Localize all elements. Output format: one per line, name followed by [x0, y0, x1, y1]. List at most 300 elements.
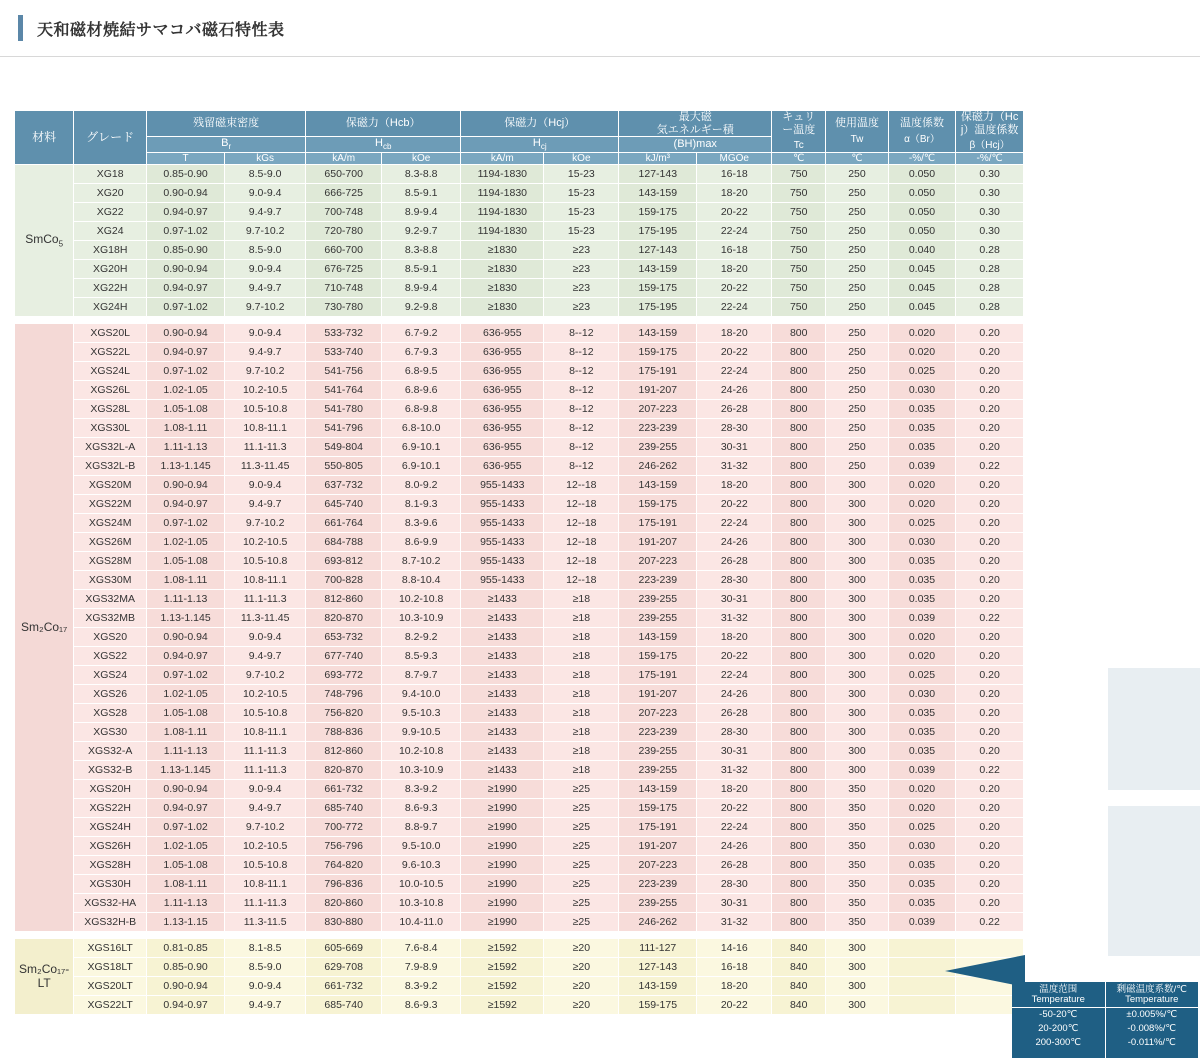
cell-value: 12--18: [544, 571, 619, 590]
cell-value: 239-255: [619, 742, 697, 761]
cell-value: 533-740: [306, 343, 382, 362]
cell-value: 300: [826, 685, 888, 704]
cell-value: 20-22: [697, 647, 772, 666]
cell-value: 0.035: [888, 552, 956, 571]
cell-value: 800: [772, 704, 826, 723]
cell-value: 8.1-8.5: [225, 939, 306, 958]
cell-value: 1.08-1.11: [147, 571, 225, 590]
cell-value: 685-740: [306, 996, 382, 1015]
th-tempcoef-hcj-group: [956, 111, 1024, 153]
th-unit-hcj-kam: kA/m: [461, 152, 544, 165]
cell-value: ≥18: [544, 647, 619, 666]
cell-value: 0.20: [956, 875, 1024, 894]
cell-value: ≥1592: [461, 996, 544, 1015]
cell-value: 10.2-10.5: [225, 685, 306, 704]
cell-value: 0.030: [888, 685, 956, 704]
cell-value: 750: [772, 222, 826, 241]
cell-value: 800: [772, 856, 826, 875]
table-row: [15, 419, 1024, 438]
cell-value: 0.94-0.97: [147, 996, 225, 1015]
cell-value: 10.2-10.5: [225, 533, 306, 552]
cell-value: 8.3-9.6: [382, 514, 461, 533]
cell-value: 0.94-0.97: [147, 799, 225, 818]
cell-value: ≥1990: [461, 875, 544, 894]
th-unit-curie: ℃: [772, 152, 826, 165]
cell-value: 20-22: [697, 799, 772, 818]
cell-grade: XGS26: [74, 685, 147, 704]
cell-value: 18-20: [697, 977, 772, 996]
cell-value: 748-796: [306, 685, 382, 704]
cell-value: 10.5-10.8: [225, 704, 306, 723]
cell-value: 9.0-9.4: [225, 780, 306, 799]
cell-value: 12--18: [544, 552, 619, 571]
cell-value: 11.1-11.3: [225, 742, 306, 761]
cell-value: 800: [772, 552, 826, 571]
cell-value: 0.035: [888, 875, 956, 894]
cell-grade: XG20H: [74, 260, 147, 279]
cell-value: [888, 996, 956, 1015]
cell-value: 143-159: [619, 780, 697, 799]
cell-grade: XGS22LT: [74, 996, 147, 1015]
cell-value: 191-207: [619, 381, 697, 400]
cell-value: 11.1-11.3: [225, 761, 306, 780]
material-group-label: Sm₂Co₁₇: [15, 324, 74, 932]
cell-value: 0.30: [956, 222, 1024, 241]
cell-value: 300: [826, 571, 888, 590]
cell-value: 756-820: [306, 704, 382, 723]
cell-value: 12--18: [544, 533, 619, 552]
cell-value: 800: [772, 837, 826, 856]
th-tempcoef-hcj-line1: 保磁力（Hc: [960, 111, 1019, 123]
cell-value: 8.6-9.3: [382, 799, 461, 818]
cell-value: 300: [826, 590, 888, 609]
cell-value: 24-26: [697, 381, 772, 400]
cell-value: 1194-1830: [461, 184, 544, 203]
cell-value: 0.94-0.97: [147, 343, 225, 362]
cell-grade: XGS28M: [74, 552, 147, 571]
cell-grade: XGS30: [74, 723, 147, 742]
cell-value: 10.3-10.8: [382, 894, 461, 913]
cell-value: 250: [826, 362, 888, 381]
table-row: [15, 939, 1024, 958]
cell-value: 0.20: [956, 666, 1024, 685]
cell-value: 191-207: [619, 837, 697, 856]
cell-value: 8.7-10.2: [382, 552, 461, 571]
cell-value: 0.28: [956, 298, 1024, 317]
cell-value: 750: [772, 165, 826, 184]
cell-value: 0.040: [888, 241, 956, 260]
table-row: [15, 875, 1024, 894]
cell-value: 8.3-8.8: [382, 165, 461, 184]
cell-value: 175-191: [619, 362, 697, 381]
cell-value: 0.20: [956, 362, 1024, 381]
table-row: [15, 533, 1024, 552]
th-unit-usetemp: ℃: [826, 152, 888, 165]
cell-value: 1.05-1.08: [147, 856, 225, 875]
cell-grade: XG18H: [74, 241, 147, 260]
cell-value: 250: [826, 457, 888, 476]
cell-value: 8.3-8.8: [382, 241, 461, 260]
cell-value: ≥18: [544, 704, 619, 723]
cell-value: ≥1990: [461, 913, 544, 932]
cell-value: 300: [826, 609, 888, 628]
table-row: [15, 799, 1024, 818]
th-curie-group: [772, 111, 826, 153]
cell-value: 0.020: [888, 495, 956, 514]
cell-value: 0.039: [888, 913, 956, 932]
cell-value: 8.2-9.2: [382, 628, 461, 647]
cell-value: ≥25: [544, 875, 619, 894]
cell-value: 750: [772, 260, 826, 279]
cell-value: 159-175: [619, 495, 697, 514]
cell-value: 549-804: [306, 438, 382, 457]
cell-value: 127-143: [619, 241, 697, 260]
cell-value: 0.30: [956, 184, 1024, 203]
cell-value: 1.08-1.11: [147, 723, 225, 742]
cell-value: 22-24: [697, 222, 772, 241]
th-unit-hcj-koe: kOe: [544, 152, 619, 165]
cell-value: 800: [772, 685, 826, 704]
cell-value: 300: [826, 514, 888, 533]
cell-value: ≥1433: [461, 628, 544, 647]
th-hcj-sym-main: H: [532, 137, 541, 150]
cell-value: 650-700: [306, 165, 382, 184]
cell-value: 300: [826, 666, 888, 685]
cell-value: 191-207: [619, 685, 697, 704]
legend-range-row-1: -50-20℃: [1039, 1009, 1078, 1020]
cell-value: 541-756: [306, 362, 382, 381]
cell-value: 0.90-0.94: [147, 324, 225, 343]
th-curie-line1: キュリ: [782, 111, 816, 123]
cell-value: 250: [826, 184, 888, 203]
table-row: [15, 609, 1024, 628]
cell-value: 10.8-11.1: [225, 875, 306, 894]
cell-value: 636-955: [461, 362, 544, 381]
cell-value: 0.20: [956, 571, 1024, 590]
cell-value: 653-732: [306, 628, 382, 647]
cell-value: 22-24: [697, 818, 772, 837]
cell-value: 223-239: [619, 419, 697, 438]
cell-value: 788-836: [306, 723, 382, 742]
cell-value: 0.20: [956, 495, 1024, 514]
cell-value: ≥1592: [461, 977, 544, 996]
cell-value: 159-175: [619, 799, 697, 818]
cell-grade: XGS32-A: [74, 742, 147, 761]
cell-value: 10.0-10.5: [382, 875, 461, 894]
cell-value: 0.97-1.02: [147, 362, 225, 381]
cell-value: 159-175: [619, 647, 697, 666]
cell-value: 840: [772, 996, 826, 1015]
cell-grade: XGS26L: [74, 381, 147, 400]
cell-value: ≥1830: [461, 279, 544, 298]
cell-value: 24-26: [697, 685, 772, 704]
cell-value: 955-1433: [461, 552, 544, 571]
cell-value: 0.20: [956, 742, 1024, 761]
cell-grade: XGS18LT: [74, 958, 147, 977]
cell-value: 800: [772, 495, 826, 514]
table-row: [15, 685, 1024, 704]
cell-value: 159-175: [619, 279, 697, 298]
cell-value: 207-223: [619, 552, 697, 571]
cell-value: 1.11-1.13: [147, 742, 225, 761]
page-title: 天和磁材焼結サマコバ磁石特性表: [37, 21, 285, 39]
cell-value: 800: [772, 818, 826, 837]
cell-value: 8--12: [544, 400, 619, 419]
cell-value: 0.050: [888, 165, 956, 184]
cell-value: ≥1990: [461, 837, 544, 856]
th-unit-bh-kjm3: kJ/m³: [619, 152, 697, 165]
cell-value: 8.6-9.3: [382, 996, 461, 1015]
cell-value: 300: [826, 996, 888, 1015]
cell-grade: XGS22H: [74, 799, 147, 818]
cell-value: 9.7-10.2: [225, 362, 306, 381]
cell-grade: XG22: [74, 203, 147, 222]
table-row: [15, 856, 1024, 875]
cell-value: ≥1830: [461, 298, 544, 317]
table-row: [15, 324, 1024, 343]
cell-grade: XGS32-B: [74, 761, 147, 780]
cell-value: 1194-1830: [461, 165, 544, 184]
cell-value: 0.20: [956, 343, 1024, 362]
th-hcb-group: 保磁力（Hcb）: [306, 111, 461, 137]
cell-value: 20-22: [697, 203, 772, 222]
table-row: [15, 647, 1024, 666]
cell-value: ≥25: [544, 799, 619, 818]
cell-value: 0.035: [888, 723, 956, 742]
cell-value: 0.035: [888, 856, 956, 875]
cell-value: 20-22: [697, 495, 772, 514]
table-row: [15, 260, 1024, 279]
cell-value: 15-23: [544, 222, 619, 241]
th-tempcoef-br-group: 温度係数 α（Br）: [888, 111, 956, 153]
cell-value: 31-32: [697, 609, 772, 628]
cell-value: 223-239: [619, 723, 697, 742]
cell-value: 0.035: [888, 704, 956, 723]
cell-value: 800: [772, 362, 826, 381]
cell-value: 800: [772, 875, 826, 894]
cell-value: ≥1433: [461, 685, 544, 704]
legend-column-range: [1012, 982, 1106, 1058]
cell-value: 0.90-0.94: [147, 476, 225, 495]
table-header: [15, 111, 1024, 165]
cell-value: 175-191: [619, 514, 697, 533]
cell-value: 1194-1830: [461, 203, 544, 222]
th-usetemp-group: 使用温度 Tw: [826, 111, 888, 153]
cell-value: 350: [826, 818, 888, 837]
cell-value: 0.20: [956, 476, 1024, 495]
cell-value: 9.5-10.0: [382, 837, 461, 856]
cell-value: 6.8-9.8: [382, 400, 461, 419]
cell-value: 159-175: [619, 996, 697, 1015]
cell-value: 250: [826, 400, 888, 419]
cell-value: 0.020: [888, 799, 956, 818]
cell-value: ≥18: [544, 761, 619, 780]
cell-value: 246-262: [619, 457, 697, 476]
cell-value: 800: [772, 571, 826, 590]
decorative-block-lower: [1108, 806, 1200, 956]
cell-value: 8--12: [544, 381, 619, 400]
cell-value: 0.28: [956, 279, 1024, 298]
cell-value: 18-20: [697, 324, 772, 343]
cell-value: 9.9-10.5: [382, 723, 461, 742]
cell-value: 7.9-8.9: [382, 958, 461, 977]
cell-value: 0.97-1.02: [147, 666, 225, 685]
cell-value: 28-30: [697, 571, 772, 590]
cell-value: 0.035: [888, 400, 956, 419]
cell-value: 127-143: [619, 165, 697, 184]
cell-value: 12--18: [544, 495, 619, 514]
cell-value: 175-195: [619, 298, 697, 317]
table-row: [15, 381, 1024, 400]
table-row: [15, 298, 1024, 317]
cell-value: 840: [772, 977, 826, 996]
cell-value: 541-764: [306, 381, 382, 400]
cell-value: 9.0-9.4: [225, 324, 306, 343]
cell-grade: XGS20: [74, 628, 147, 647]
cell-value: 0.030: [888, 533, 956, 552]
cell-value: 6.8-10.0: [382, 419, 461, 438]
cell-value: ≥20: [544, 939, 619, 958]
cell-value: 0.039: [888, 457, 956, 476]
cell-value: 1194-1830: [461, 222, 544, 241]
cell-value: ≥1433: [461, 723, 544, 742]
cell-value: 8.8-10.4: [382, 571, 461, 590]
cell-value: 28-30: [697, 723, 772, 742]
cell-value: 0.20: [956, 685, 1024, 704]
cell-value: 8.6-9.9: [382, 533, 461, 552]
cell-value: 750: [772, 241, 826, 260]
legend-range-row-3: 200-300℃: [1035, 1036, 1082, 1048]
table-body: [15, 165, 1024, 1015]
cell-value: 0.050: [888, 184, 956, 203]
cell-value: ≥25: [544, 894, 619, 913]
cell-value: 300: [826, 704, 888, 723]
cell-value: 14-16: [697, 939, 772, 958]
cell-value: 16-18: [697, 241, 772, 260]
cell-value: 22-24: [697, 514, 772, 533]
cell-grade: XGS28L: [74, 400, 147, 419]
cell-value: 250: [826, 241, 888, 260]
cell-value: 700-772: [306, 818, 382, 837]
cell-value: 700-828: [306, 571, 382, 590]
cell-value: 750: [772, 203, 826, 222]
cell-value: 0.20: [956, 400, 1024, 419]
table-row: [15, 996, 1024, 1015]
magnet-spec-table: [14, 110, 1024, 1015]
cell-value: 300: [826, 533, 888, 552]
cell-value: 1.08-1.11: [147, 875, 225, 894]
cell-value: ≥1990: [461, 818, 544, 837]
cell-value: 18-20: [697, 184, 772, 203]
cell-grade: XGS32-HA: [74, 894, 147, 913]
th-unit-alpha-br: -%/℃: [888, 152, 956, 165]
cell-value: 0.20: [956, 419, 1024, 438]
cell-value: 0.025: [888, 362, 956, 381]
cell-value: 350: [826, 780, 888, 799]
cell-value: 0.85-0.90: [147, 958, 225, 977]
cell-value: ≥25: [544, 780, 619, 799]
table-row: [15, 837, 1024, 856]
cell-grade: XG22H: [74, 279, 147, 298]
cell-value: 8--12: [544, 343, 619, 362]
cell-value: 840: [772, 939, 826, 958]
cell-value: 11.3-11.45: [225, 457, 306, 476]
cell-value: 10.8-11.1: [225, 723, 306, 742]
cell-value: 9.4-9.7: [225, 647, 306, 666]
cell-value: 350: [826, 875, 888, 894]
cell-value: 250: [826, 438, 888, 457]
cell-value: 0.035: [888, 590, 956, 609]
cell-value: 9.4-9.7: [225, 495, 306, 514]
cell-grade: XGS26M: [74, 533, 147, 552]
cell-value: 16-18: [697, 958, 772, 977]
table-row: [15, 241, 1024, 260]
legend-range-line1: 温度范围: [1039, 984, 1078, 995]
cell-value: 9.7-10.2: [225, 514, 306, 533]
cell-value: 8.5-9.0: [225, 165, 306, 184]
cell-value: 955-1433: [461, 514, 544, 533]
cell-value: 9.2-9.7: [382, 222, 461, 241]
cell-value: 6.7-9.2: [382, 324, 461, 343]
cell-value: ≥1433: [461, 761, 544, 780]
cell-value: 6.9-10.1: [382, 438, 461, 457]
table-row: [15, 761, 1024, 780]
th-hcb-symbol: [306, 137, 461, 152]
legend-header-range: [1012, 982, 1105, 1008]
cell-value: 250: [826, 203, 888, 222]
cell-value: 0.035: [888, 742, 956, 761]
cell-value: 300: [826, 977, 888, 996]
table-row: [15, 704, 1024, 723]
cell-value: 143-159: [619, 260, 697, 279]
cell-grade: XGS24: [74, 666, 147, 685]
table-row: [15, 780, 1024, 799]
cell-value: 8--12: [544, 438, 619, 457]
temperature-coefficient-legend: [1012, 982, 1198, 1058]
cell-value: 10.2-10.8: [382, 742, 461, 761]
cell-value: 8.5-9.0: [225, 241, 306, 260]
cell-value: 684-788: [306, 533, 382, 552]
cell-grade: XG24H: [74, 298, 147, 317]
cell-value: ≥1990: [461, 780, 544, 799]
cell-value: 0.94-0.97: [147, 203, 225, 222]
cell-value: 31-32: [697, 457, 772, 476]
cell-value: 239-255: [619, 438, 697, 457]
cell-value: 0.20: [956, 533, 1024, 552]
cell-value: 800: [772, 666, 826, 685]
cell-grade: XGS24L: [74, 362, 147, 381]
cell-value: 955-1433: [461, 571, 544, 590]
cell-value: 0.20: [956, 723, 1024, 742]
material-group-label: Sm₂Co₁₇-LT: [15, 939, 74, 1015]
cell-grade: XGS24H: [74, 818, 147, 837]
cell-value: 175-195: [619, 222, 697, 241]
cell-value: 8.5-9.3: [382, 647, 461, 666]
cell-value: 9.0-9.4: [225, 476, 306, 495]
cell-value: ≥1433: [461, 704, 544, 723]
cell-grade: XGS32L-A: [74, 438, 147, 457]
cell-value: 22-24: [697, 298, 772, 317]
cell-value: 0.030: [888, 837, 956, 856]
cell-value: 720-780: [306, 222, 382, 241]
cell-value: 750: [772, 298, 826, 317]
group-spacer-cell: [15, 317, 1024, 324]
cell-value: 800: [772, 628, 826, 647]
cell-value: 812-860: [306, 742, 382, 761]
cell-value: 661-732: [306, 780, 382, 799]
cell-value: 11.3-11.45: [225, 609, 306, 628]
cell-value: 24-26: [697, 533, 772, 552]
